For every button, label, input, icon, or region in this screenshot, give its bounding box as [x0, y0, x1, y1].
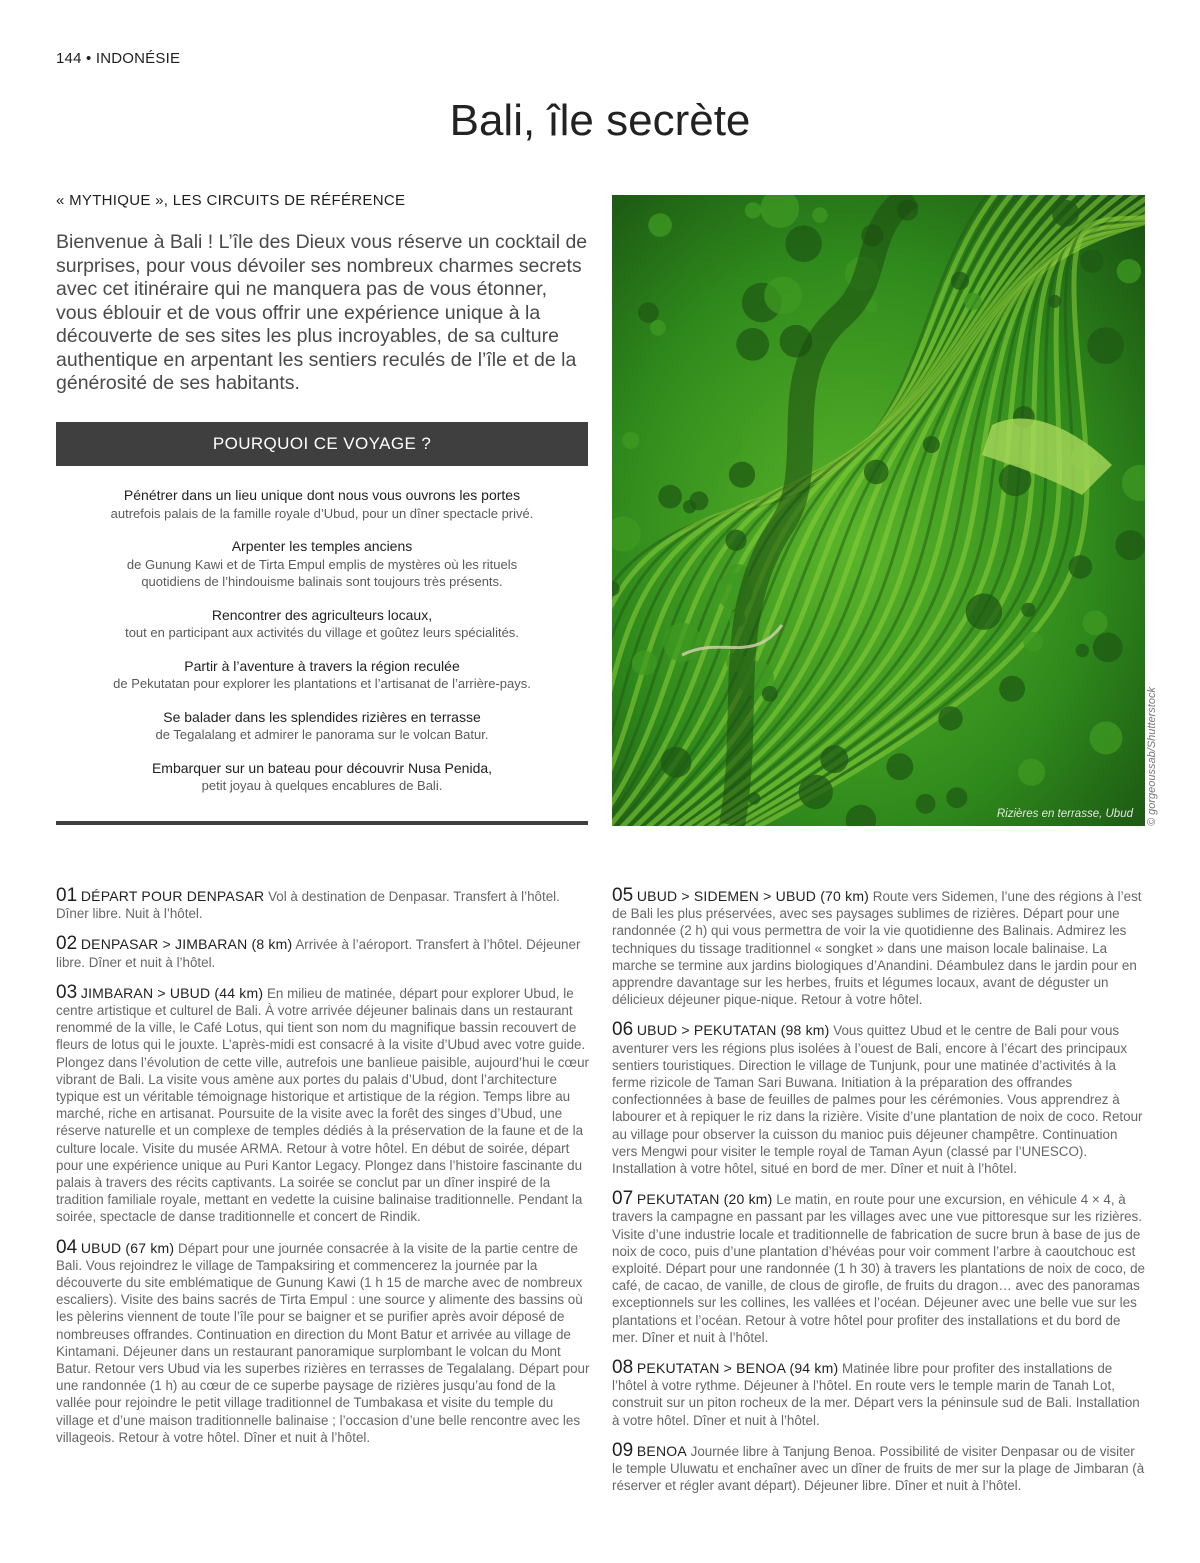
photo-credit: © gorgeoussab/Shutterstock: [1146, 687, 1158, 826]
day-number: 03: [56, 981, 78, 1003]
rice-terrace-illustration: [612, 195, 1145, 826]
why-item: [56, 538, 588, 591]
rice-terrace-photo: [612, 195, 1145, 826]
page-title: [0, 96, 1200, 146]
why-heading-bar: [56, 422, 588, 466]
why-item-detail: de Tegalalang et admirer le panorama sur le volcan Batur.: [155, 727, 489, 742]
why-list: [56, 487, 588, 811]
day-route: PEKUTATAN > BENOA (94 km): [636, 1360, 839, 1377]
header-separator: •: [86, 50, 92, 67]
day-route: BENOA: [636, 1442, 687, 1459]
day-number: 02: [56, 933, 78, 955]
why-item-lead: Partir à l’aventure à travers la région reculée: [184, 657, 460, 674]
day-number: 06: [612, 1019, 634, 1041]
day-route: DÉPART POUR DENPASAR: [80, 888, 265, 904]
day-route: DENPASAR > JIMBARAN (8 km): [80, 936, 293, 953]
itinerary-day: [612, 1021, 1146, 1177]
day-route: UBUD > PEKUTATAN (98 km): [636, 1022, 830, 1039]
intro-paragraph: Bienvenue à Bali ! L’île des Dieux vous réserve un cocktail de surprises, pour vous dévoiler ses nombreux charmes secrets avec cet itinéraire qui ne manquera pas de vous étonner, vous éblouir et de vous offrir une expérience unique à la découverte de ses sites les plus incroyables, de sa culture authentique en arpentant les sentiers reculés de l’île et de la générosité de ses habitants.: [56, 231, 588, 394]
itinerary-day: [612, 887, 1146, 1008]
why-item-lead: Embarquer sur un bateau pour découvrir Nusa Penida,: [151, 759, 493, 776]
why-item: [56, 607, 588, 642]
photo-caption: Rizières en terrasse, Ubud: [996, 808, 1133, 820]
why-heading: POURQUOI CE VOYAGE ?: [212, 434, 432, 453]
section-name: INDONÉSIE: [95, 50, 181, 67]
day-number: 08: [612, 1357, 634, 1379]
why-item-detail: autrefois palais de la famille royale d’Ubud, pour un dîner spectacle privé.: [110, 505, 534, 521]
day-number: 04: [56, 1236, 78, 1258]
day-description: Matinée libre pour profiter des installations de l’hôtel à votre rythme. Déjeuner à l’hôtel. En route vers le temple marin de Tanah Lot, construit sur un piton rocheux de la mer. Départ vers la péninsule sud de Bali. Installation à votre hôtel. Dîner et nuit à l’hôtel.: [612, 1361, 1140, 1428]
why-item-detail: petit joyau à quelques encablures de Bali.: [201, 778, 443, 793]
itinerary-day: [612, 1439, 1146, 1495]
itinerary-right-column: [612, 887, 1146, 1508]
why-item: [56, 760, 588, 795]
day-route: UBUD (67 km): [80, 1239, 175, 1256]
day-route: JIMBARAN > UBUD (44 km): [80, 984, 264, 1001]
why-item-lead: Arpenter les temples anciens: [231, 538, 413, 554]
why-item: [56, 709, 588, 744]
day-description: Journée libre à Tanjung Benoa. Possibilité de visiter Denpasar ou de visiter le temple Uluwatu et enchaîner avec un dîner de fruits de mer sur la plage de Jimbaran (à réserver et régler avant départ). Déjeuner libre. Dîner et nuit à l’hôtel.: [612, 1443, 1145, 1494]
itinerary-day: [56, 887, 590, 922]
itinerary-left-column: [56, 887, 590, 1459]
page-number: 144: [56, 50, 82, 67]
itinerary-day: [56, 981, 590, 1226]
itinerary-day: [612, 1190, 1146, 1346]
why-item-detail: de Gunung Kawi et de Tirta Empul emplis de mystères où les rituels quotidiens de l’hindouisme balinais sont toujours très présents.: [126, 556, 518, 589]
why-item-lead: Rencontrer des agriculteurs locaux,: [211, 606, 433, 623]
page-title-text: Bali, île secrète: [449, 96, 751, 145]
why-bottom-rule: [56, 821, 588, 825]
day-description: Départ pour une journée consacrée à la visite de la partie centre de Bali. Vous rejoindrez le village de Tampaksiring et commencerez la journée par la découverte du site emblématique de Gunung Kawi (1 h 15 de marche avec de nombreux escaliers). Visite des bains sacrés de Tirta Empul : une source y alimente des bassins où les pèlerins viennent de toute l’île pour se baigner et se purifier après avoir déposé de nombreuses offrandes. Continuation en direction du Mont Batur et arrivée au village de Kintamani. Déjeuner dans un restaurant panoramique surplombant le volcan du Mont Batur. Retour vers Ubud via les superbes rizières en terrasses de Tegalalang. Départ pour une randonnée (1 h) au cœur de ce superbe paysage de rizières jusqu’au fond de la vallée pour rejoindre le petit village traditionnel de Tumbakasa et visite du temple du village et d’une maison traditionnelle balinaise ; l’occasion d’une belle rencontre avec les villageois. Retour à votre hôtel. Dîner et nuit à l’hôtel.: [56, 1240, 590, 1445]
day-description: Vous quittez Ubud et le centre de Bali pour vous aventurer vers les régions plus isolées à l’ouest de Bali, encore à l’écart des principaux sentiers touristiques. Direction le village de Tunjunk, pour une matinée d’activités à la ferme rizicole de Taman Sari Buwana. Initiation à la préparation des offrandes confectionnées à base de feuilles de palmes pour les cérémonies. Vous apprendrez à labourer et à repiquer le riz dans la rizière. Visite d’une plantation de noix de coco. Retour au village pour observer la cuisson du manioc puis déjeuner champêtre. Continuation vers Mengwi pour visiter le temple royal de Taman Ayun (classé par l’UNESCO). Installation à votre hôtel, situé en bord de mer. Dîner et nuit à l’hôtel.: [612, 1023, 1143, 1177]
day-number: 01: [56, 885, 78, 906]
why-item: [56, 487, 588, 522]
day-number: 05: [612, 885, 634, 906]
day-description: En milieu de matinée, départ pour explorer Ubud, le centre artistique et culturel de Bali. À votre arrivée déjeuner balinais dans un restaurant renommé de la ville, le Café Lotus, qui tient son nom du magnifique bassin recouvert de fleurs de lotus qui le jouxte. L’après-midi est consacré à la visite d’Ubud avec votre guide. Plongez dans l’évolution de cette ville, autrefois une banlieue paisible, aujourd’hui le cœur vibrant de Bali. La visite vous amène aux portes du palais d’Ubud, dont l’architecture typique est un véritable témoignage historique et artistique de la région. Temps libre au marché, riche en artisanat. Poursuite de la visite avec la forêt des singes d’Ubud, une réserve naturelle et un complexe de temples dédiés à la préservation de la faune et de la culture locale. Visite du musée ARMA. Retour à votre hôtel. En début de soirée, départ pour une expérience unique au Puri Kantor Legacy. Plongez dans l’histoire fascinante du palais à travers des récits captivants. La soirée se conclut par un dîner inspiré de la tradition familiale royale, mettant en vedette la cuisine balinaise traditionnelle. Pendant la soirée, spectacle de danse traditionnelle et concert de Rindik.: [56, 985, 589, 1225]
itinerary-day: [612, 1359, 1146, 1429]
day-description: Le matin, en route pour une excursion, en véhicule 4 × 4, à travers la campagne en passant par les villages avec une vue pittoresque sur les rizières. Visite d’une industrie locale et traditionnelle de fabrication de sucre brun à base de jus de noix de coco, puis d’une plantation d’hévéas pour voir comment l’arbre à caoutchouc est exploité. Départ pour une randonnée (1 h 30) à travers les plantations de noix de coco, de café, de cacao, de vanille, de clous de girofle, de fruits du dragon… avec des panoramas exceptionnels sur les collines, les vallées et l’océan. Déjeuner avec une belle vue sur les plantations et l’océan. Retour à votre hôtel pour profiter des installations et du bord de mer. Dîner et nuit à l’hôtel.: [612, 1192, 1145, 1345]
day-number: 09: [612, 1439, 634, 1461]
day-route: PEKUTATAN (20 km): [636, 1191, 773, 1208]
day-description: Arrivée à l’aéroport. Transfert à l’hôtel. Déjeuner libre. Dîner et nuit à l’hôtel.: [56, 937, 581, 970]
itinerary-day: [56, 1236, 590, 1446]
day-route: UBUD > SIDEMEN > UBUD (70 km): [636, 888, 870, 904]
day-number: 07: [612, 1188, 634, 1210]
section-kicker: « MYTHIQUE », LES CIRCUITS DE RÉFÉRENCE: [56, 192, 406, 209]
day-description: Vol à destination de Denpasar. Transfert à l’hôtel. Dîner libre. Nuit à l’hôtel.: [56, 889, 560, 922]
itinerary-day: [56, 935, 590, 970]
why-item-detail: de Pekutatan pour explorer les plantations et l’artisanat de l’arrière-pays.: [113, 676, 531, 691]
why-item-detail: tout en participant aux activités du village et goûtez leurs spécialités.: [125, 625, 519, 640]
why-item: [56, 658, 588, 693]
why-item-lead: Se balader dans les splendides rizières en terrasse: [163, 708, 481, 725]
why-item-lead: Pénétrer dans un lieu unique dont nous vous ouvrons les portes: [123, 487, 521, 503]
day-description: Route vers Sidemen, l’une des régions à l’est de Bali les plus préservées, avec ses paysages sublimes de rizières. Départ pour une randonnée (2 h) qui vous permettra de voir la vie quotidienne des Balinais. Admirez les techniques du tissage traditionnel « songket » dans une maison locale balinaise. La marche se termine aux jardins biologiques d’Anandini. Déambulez dans le jardin pour en apprendre davantage sur les herbes, fruits et légumes locaux, avant de déguster un délicieux déjeuner pique-nique. Retour à votre hôtel.: [612, 889, 1142, 1008]
page-header: [56, 50, 180, 67]
